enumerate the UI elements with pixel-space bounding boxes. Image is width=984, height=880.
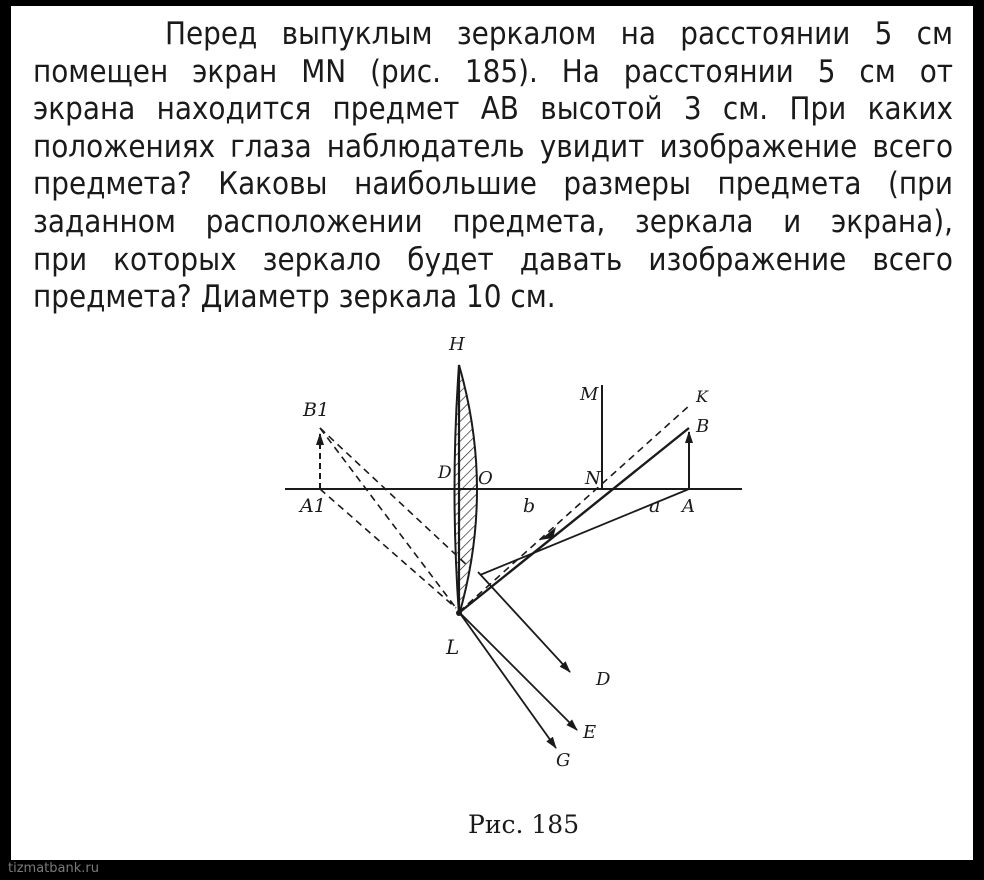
- problem-line-3: экрана находится предмет AB высотой 3 см. При каких: [33, 91, 953, 128]
- problem-line-1: Перед выпуклым зеркалом на расстоянии 5 см: [165, 16, 953, 52]
- label-d-ray: D: [596, 669, 611, 690]
- convex-mirror: [455, 365, 478, 615]
- label-l: L: [446, 635, 460, 659]
- problem-line-4: положениях глаза наблюдатель увидит изображение всего: [33, 128, 953, 165]
- ray-to-g: [459, 612, 556, 748]
- label-a: A: [682, 496, 695, 517]
- label-e: E: [583, 722, 597, 743]
- label-m: M: [580, 384, 599, 405]
- label-n: N: [585, 468, 601, 489]
- ray-b-to-mirror: [460, 428, 689, 612]
- label-a1: A1: [300, 495, 326, 517]
- label-a-small: a: [649, 495, 661, 517]
- dashed-b1-to-l: [320, 428, 456, 608]
- figure-caption: Рис. 185: [468, 810, 580, 839]
- label-b-small: b: [523, 495, 536, 517]
- dashed-a1-to-l: [320, 489, 456, 608]
- problem-line-5: предмета? Каковы наибольшие размеры предмета (при: [33, 166, 953, 203]
- site-watermark: tizmatbank.ru: [8, 861, 99, 876]
- label-b: B: [696, 416, 710, 437]
- label-d-mirror: D: [438, 463, 452, 483]
- problem-line-6: заданном расположении предмета, зеркала и экрана),: [33, 203, 953, 240]
- label-g: G: [556, 750, 571, 771]
- problem-line-8: предмета? Диаметр зеркала 10 см.: [33, 279, 556, 316]
- label-o: O: [478, 468, 493, 489]
- dashed-b1-to-e: [320, 428, 470, 568]
- ray-to-e: [459, 612, 577, 730]
- label-b1: B1: [303, 399, 330, 421]
- problem-line-7: при которых зеркало будет давать изображение всего: [33, 241, 953, 278]
- point-l: [456, 610, 462, 616]
- label-h: H: [449, 334, 465, 355]
- problem-line-2: помещен экран MN (рис. 185). На расстоянии 5 см от: [33, 53, 953, 90]
- label-k: K: [696, 387, 708, 406]
